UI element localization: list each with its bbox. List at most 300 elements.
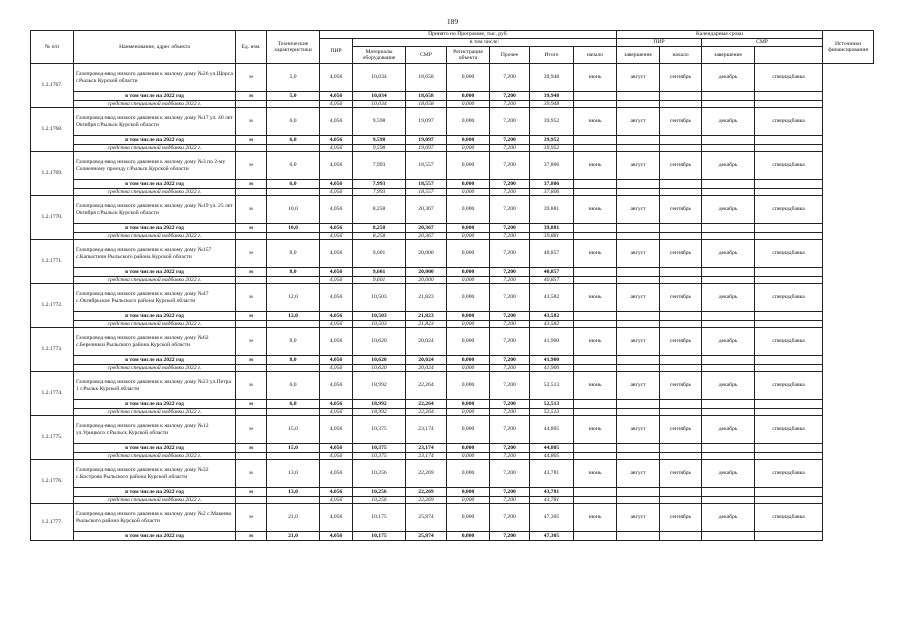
funds-pir: 4,056 bbox=[320, 188, 353, 196]
row-s2: сентябрь bbox=[660, 64, 702, 92]
row-s1: июнь bbox=[574, 152, 617, 180]
col-materials: Материалы оборудование bbox=[353, 47, 406, 64]
sub-mat: 9,598 bbox=[353, 136, 406, 145]
row-name: Газопровод-ввод низкого давления к жилому дому №3 по 2-му Солнечному проезду г.Рыльск Курской области bbox=[74, 152, 236, 180]
col-accepted: Принято по Программе, тыс. руб. bbox=[320, 31, 617, 39]
row-s2: сентябрь bbox=[660, 284, 702, 312]
row-mat: 10,256 bbox=[353, 460, 406, 488]
sub-empty bbox=[702, 488, 755, 497]
funds-empty bbox=[660, 144, 702, 152]
row-name: Газопровод-ввод низкого давления к жилому дому №32 с.Кострова Рыльского района Курской области bbox=[74, 460, 236, 488]
table-row-2022 bbox=[31, 400, 874, 409]
row-smr: 20,024 bbox=[406, 328, 447, 356]
row-number: 1.2.1775. bbox=[31, 416, 74, 460]
sub-mat: 7,993 bbox=[353, 180, 406, 189]
sub-reg: 0,000 bbox=[447, 356, 490, 365]
sub-empty bbox=[617, 532, 660, 541]
row-name: Газопровод-ввод низкого давления к жилому дому №157 с.Капыстичи Рыльского района Курской области bbox=[74, 240, 236, 268]
sub-empty bbox=[702, 356, 755, 365]
row-e1: август bbox=[617, 196, 660, 224]
row-mat: 10,175 bbox=[353, 504, 406, 532]
sub-other: 7,200 bbox=[490, 444, 530, 453]
table-row-funds bbox=[31, 408, 874, 416]
sub-tech: 8,0 bbox=[267, 268, 320, 277]
row-reg: 0,000 bbox=[447, 240, 490, 268]
funds-empty bbox=[267, 408, 320, 416]
row-s2: сентябрь bbox=[660, 416, 702, 444]
row-e2: декабрь bbox=[702, 64, 755, 92]
sub-reg: 0,000 bbox=[447, 444, 490, 453]
row-src: спецнадбавка bbox=[755, 108, 823, 136]
row-smr: 23,174 bbox=[406, 416, 447, 444]
row-total: 47,305 bbox=[530, 504, 574, 532]
row-tech: 8,0 bbox=[267, 240, 320, 268]
sub-empty bbox=[755, 268, 823, 277]
row-unit: м bbox=[236, 328, 267, 356]
sub-other: 7,200 bbox=[490, 180, 530, 189]
funds-label: средства специальной надбавки 2022 г. bbox=[74, 276, 236, 284]
sub-total: 37,806 bbox=[530, 180, 574, 189]
funds-other: 7,200 bbox=[490, 496, 530, 504]
sub-empty bbox=[574, 488, 617, 497]
row-s1: июнь bbox=[574, 416, 617, 444]
funds-empty bbox=[755, 276, 823, 284]
sub-empty bbox=[660, 532, 702, 541]
funds-empty bbox=[660, 320, 702, 328]
row-reg: 0,000 bbox=[447, 416, 490, 444]
row-src: спецнадбавка bbox=[755, 460, 823, 488]
sub-total: 40,857 bbox=[530, 268, 574, 277]
sub-mat: 10,620 bbox=[353, 356, 406, 365]
sub-other: 7,200 bbox=[490, 92, 530, 101]
funds-empty bbox=[236, 364, 267, 372]
sub-empty bbox=[755, 444, 823, 453]
funds-empty bbox=[236, 144, 267, 152]
col-unit: Ед. изм. bbox=[236, 31, 267, 64]
funds-empty bbox=[267, 496, 320, 504]
row-reg: 0,000 bbox=[447, 460, 490, 488]
funds-empty bbox=[702, 276, 755, 284]
sub-tech: 6,0 bbox=[267, 180, 320, 189]
funds-smr: 22,269 bbox=[406, 496, 447, 504]
row-s2: сентябрь bbox=[660, 240, 702, 268]
sub-label: в том числе на 2022 год bbox=[74, 92, 236, 101]
row-s1: июнь bbox=[574, 372, 617, 400]
sub-empty bbox=[702, 136, 755, 145]
sub-label: в том числе на 2022 год bbox=[74, 532, 236, 541]
row-s1: июнь bbox=[574, 504, 617, 532]
funds-label: средства специальной надбавки 2022 г. bbox=[74, 364, 236, 372]
funds-empty bbox=[702, 188, 755, 196]
row-name: Газопровод-ввод низкого давления к жилому дому №26 ул.Щорса г.Рыльск Курской области bbox=[74, 64, 236, 92]
funds-reg: 0,000 bbox=[447, 276, 490, 284]
row-s2: сентябрь bbox=[660, 460, 702, 488]
sub-empty bbox=[574, 400, 617, 409]
funds-empty bbox=[755, 232, 823, 240]
sub-unit: м bbox=[236, 136, 267, 145]
funds-total: 52,513 bbox=[530, 408, 574, 416]
sub-empty bbox=[755, 532, 823, 541]
row-total: 39,952 bbox=[530, 108, 574, 136]
funds-empty bbox=[267, 320, 320, 328]
sub-smr: 20,000 bbox=[406, 268, 447, 277]
sub-empty bbox=[660, 444, 702, 453]
funds-empty bbox=[755, 364, 823, 372]
sub-reg: 0,000 bbox=[447, 268, 490, 277]
sub-reg: 0,000 bbox=[447, 312, 490, 321]
sub-unit: м bbox=[236, 532, 267, 541]
funds-empty bbox=[702, 232, 755, 240]
row-pir: 4,056 bbox=[320, 196, 353, 224]
row-smr: 18,557 bbox=[406, 152, 447, 180]
sub-tech: 12,0 bbox=[267, 312, 320, 321]
row-mat: 9,601 bbox=[353, 240, 406, 268]
sub-empty bbox=[617, 180, 660, 189]
sub-empty bbox=[660, 136, 702, 145]
row-pir: 4,056 bbox=[320, 372, 353, 400]
funds-other: 7,200 bbox=[490, 276, 530, 284]
funds-empty bbox=[236, 188, 267, 196]
row-e1: август bbox=[617, 284, 660, 312]
row-name: Газопровод-ввод низкого давления к жилому дому №12 ул.Урицкого г.Рыльск Курской области bbox=[74, 416, 236, 444]
row-pir: 4,056 bbox=[320, 460, 353, 488]
row-total: 44,805 bbox=[530, 416, 574, 444]
funds-smr: 19,097 bbox=[406, 144, 447, 152]
row-other: 7,200 bbox=[490, 372, 530, 400]
sub-tech: 6,0 bbox=[267, 136, 320, 145]
sub-other: 7,200 bbox=[490, 488, 530, 497]
row-mat: 10,503 bbox=[353, 284, 406, 312]
row-unit: м bbox=[236, 240, 267, 268]
row-src: спецнадбавка bbox=[755, 328, 823, 356]
table-row-2022 bbox=[31, 532, 874, 541]
funds-label: средства специальной надбавки 2022 г. bbox=[74, 144, 236, 152]
sub-total: 44,805 bbox=[530, 444, 574, 453]
funds-total: 40,857 bbox=[530, 276, 574, 284]
funds-empty bbox=[574, 408, 617, 416]
row-number: 1.2.1772. bbox=[31, 284, 74, 328]
sub-mat: 10,375 bbox=[353, 444, 406, 453]
funds-reg: 0,000 bbox=[447, 232, 490, 240]
row-tech: 6,0 bbox=[267, 152, 320, 180]
row-name: Газопровод-ввод низкого давления к жилому дому №17 ул. 40 лет Октября г.Рыльск Курской области bbox=[74, 108, 236, 136]
sub-mat: 10,503 bbox=[353, 312, 406, 321]
row-e2: декабрь bbox=[702, 108, 755, 136]
row-e2: декабрь bbox=[702, 284, 755, 312]
table-row-2022 bbox=[31, 488, 874, 497]
row-number: 1.2.1768. bbox=[31, 108, 74, 152]
sub-tech: 5,0 bbox=[267, 92, 320, 101]
sub-empty bbox=[755, 224, 823, 233]
funds-empty bbox=[702, 320, 755, 328]
row-src: спецнадбавка bbox=[755, 196, 823, 224]
sub-unit: м bbox=[236, 488, 267, 497]
funds-empty bbox=[617, 144, 660, 152]
sub-other: 7,200 bbox=[490, 532, 530, 541]
funds-pir: 4,056 bbox=[320, 232, 353, 240]
funds-mat: 7,993 bbox=[353, 188, 406, 196]
row-pir: 4,056 bbox=[320, 284, 353, 312]
sub-pir: 4,056 bbox=[320, 92, 353, 101]
sub-label: в том числе на 2022 год bbox=[74, 356, 236, 365]
col-total: Итого bbox=[530, 47, 574, 64]
sub-empty bbox=[574, 356, 617, 365]
row-reg: 0,000 bbox=[447, 152, 490, 180]
row-tech: 12,0 bbox=[267, 284, 320, 312]
sub-total: 39,948 bbox=[530, 92, 574, 101]
sub-empty bbox=[660, 224, 702, 233]
funds-other: 7,200 bbox=[490, 232, 530, 240]
row-src: спецнадбавка bbox=[755, 504, 823, 532]
sub-label: в том числе на 2022 год bbox=[74, 312, 236, 321]
row-src: спецнадбавка bbox=[755, 416, 823, 444]
row-number: 1.2.1777. bbox=[31, 504, 74, 541]
sub-smr: 25,874 bbox=[406, 532, 447, 541]
funds-reg: 0,000 bbox=[447, 144, 490, 152]
row-mat: 7,993 bbox=[353, 152, 406, 180]
sub-unit: м bbox=[236, 92, 267, 101]
funds-empty bbox=[755, 144, 823, 152]
funds-label: средства специальной надбавки 2022 г. bbox=[74, 408, 236, 416]
row-reg: 0,000 bbox=[447, 284, 490, 312]
sub-reg: 0,000 bbox=[447, 180, 490, 189]
sub-unit: м bbox=[236, 444, 267, 453]
col-pir: ПИР bbox=[320, 39, 353, 64]
sub-mat: 8,258 bbox=[353, 224, 406, 233]
col-cal-pir: ПИР bbox=[617, 39, 702, 47]
funds-empty bbox=[660, 188, 702, 196]
sub-empty bbox=[660, 312, 702, 321]
row-unit: м bbox=[236, 64, 267, 92]
row-pir: 4,056 bbox=[320, 416, 353, 444]
sub-tech: 10,0 bbox=[267, 224, 320, 233]
funds-pir: 4,056 bbox=[320, 364, 353, 372]
col-registration: Регистрация объекта bbox=[447, 47, 490, 64]
funds-pir: 4,056 bbox=[320, 100, 353, 108]
sub-tech: 21,0 bbox=[267, 532, 320, 541]
row-s1: июнь bbox=[574, 284, 617, 312]
row-name: Газопровод-ввод низкого давления к жилому дому №2 с.Макеево Рыльского района Курской области bbox=[74, 504, 236, 532]
funds-empty bbox=[236, 100, 267, 108]
row-tech: 8,0 bbox=[267, 328, 320, 356]
funds-empty bbox=[617, 452, 660, 460]
sub-empty bbox=[755, 356, 823, 365]
row-e2: декабрь bbox=[702, 372, 755, 400]
funds-reg: 0,000 bbox=[447, 408, 490, 416]
sub-smr: 23,174 bbox=[406, 444, 447, 453]
row-tech: 6,0 bbox=[267, 108, 320, 136]
table-row bbox=[31, 152, 874, 180]
row-number: 1.2.1769. bbox=[31, 152, 74, 196]
funds-empty bbox=[574, 144, 617, 152]
sub-total: 43,781 bbox=[530, 488, 574, 497]
row-unit: м bbox=[236, 416, 267, 444]
row-number: 1.2.1776. bbox=[31, 460, 74, 504]
funds-empty bbox=[702, 452, 755, 460]
row-tech: 13,0 bbox=[267, 460, 320, 488]
sub-mat: 10,175 bbox=[353, 532, 406, 541]
funds-empty bbox=[755, 100, 823, 108]
funds-smr: 18,557 bbox=[406, 188, 447, 196]
funds-pir: 4,056 bbox=[320, 408, 353, 416]
row-e1: август bbox=[617, 416, 660, 444]
funds-label: средства специальной надбавки 2022 г. bbox=[74, 320, 236, 328]
row-name: Газопровод-ввод низкого давления к жилому дому №62 с.Березники Рыльского района Курской области bbox=[74, 328, 236, 356]
funds-other: 7,200 bbox=[490, 320, 530, 328]
funds-reg: 0,000 bbox=[447, 452, 490, 460]
row-e2: декабрь bbox=[702, 240, 755, 268]
sub-empty bbox=[574, 180, 617, 189]
funds-empty bbox=[574, 496, 617, 504]
table-row-2022 bbox=[31, 136, 874, 145]
funds-empty bbox=[574, 100, 617, 108]
sub-unit: м bbox=[236, 312, 267, 321]
funds-empty bbox=[267, 100, 320, 108]
table-row bbox=[31, 196, 874, 224]
funds-empty bbox=[755, 188, 823, 196]
col-start: начало bbox=[574, 47, 617, 64]
funds-other: 7,200 bbox=[490, 188, 530, 196]
funds-label: средства специальной надбавки 2022 г. bbox=[74, 100, 236, 108]
sub-unit: м bbox=[236, 356, 267, 365]
row-tech: 21,0 bbox=[267, 504, 320, 532]
sub-empty bbox=[574, 92, 617, 101]
row-pir: 4,056 bbox=[320, 64, 353, 92]
funds-empty bbox=[267, 232, 320, 240]
row-src: спецнадбавка bbox=[755, 372, 823, 400]
sub-pir: 4,056 bbox=[320, 400, 353, 409]
sub-empty bbox=[755, 180, 823, 189]
row-s1: июнь bbox=[574, 460, 617, 488]
funds-total: 44,805 bbox=[530, 452, 574, 460]
col-num: № п/п bbox=[31, 31, 74, 64]
funds-empty bbox=[660, 408, 702, 416]
row-pir: 4,056 bbox=[320, 108, 353, 136]
row-smr: 18,658 bbox=[406, 64, 447, 92]
col-end2: завершение bbox=[702, 47, 755, 64]
funds-label: средства специальной надбавки 2022 г. bbox=[74, 232, 236, 240]
funds-mat: 10,256 bbox=[353, 496, 406, 504]
funds-reg: 0,000 bbox=[447, 320, 490, 328]
sub-total: 43,582 bbox=[530, 312, 574, 321]
row-src: спецнадбавка bbox=[755, 284, 823, 312]
row-mat: 10,034 bbox=[353, 64, 406, 92]
table-body bbox=[31, 64, 874, 541]
sub-other: 7,200 bbox=[490, 356, 530, 365]
funds-other: 7,200 bbox=[490, 364, 530, 372]
row-unit: м bbox=[236, 372, 267, 400]
row-mat: 9,598 bbox=[353, 108, 406, 136]
sub-other: 7,200 bbox=[490, 268, 530, 277]
row-number: 1.2.1774. bbox=[31, 372, 74, 416]
funds-pir: 4,056 bbox=[320, 496, 353, 504]
row-s1: июнь bbox=[574, 196, 617, 224]
funds-empty bbox=[702, 496, 755, 504]
row-name: Газопровод-ввод низкого давления к жилому дому №47 с.Октябрьское Рыльского района Курской области bbox=[74, 284, 236, 312]
sub-empty bbox=[660, 180, 702, 189]
funds-empty bbox=[267, 188, 320, 196]
col-tech: Технические характеристики bbox=[267, 31, 320, 64]
row-total: 52,513 bbox=[530, 372, 574, 400]
funds-label: средства специальной надбавки 2022 г. bbox=[74, 188, 236, 196]
row-total: 39,881 bbox=[530, 196, 574, 224]
funds-empty bbox=[574, 364, 617, 372]
sub-unit: м bbox=[236, 400, 267, 409]
sub-pir: 4,056 bbox=[320, 488, 353, 497]
col-smr: СМР bbox=[406, 47, 447, 64]
sub-pir: 4,056 bbox=[320, 180, 353, 189]
table-row-2022 bbox=[31, 224, 874, 233]
funds-empty bbox=[236, 496, 267, 504]
funds-empty bbox=[617, 364, 660, 372]
row-unit: м bbox=[236, 108, 267, 136]
sub-total: 41,900 bbox=[530, 356, 574, 365]
sub-empty bbox=[617, 224, 660, 233]
row-number: 1.2.1771. bbox=[31, 240, 74, 284]
sub-empty bbox=[574, 136, 617, 145]
table-row bbox=[31, 504, 874, 532]
sub-reg: 0,000 bbox=[447, 488, 490, 497]
row-total: 39,948 bbox=[530, 64, 574, 92]
row-unit: м bbox=[236, 196, 267, 224]
sub-total: 39,952 bbox=[530, 136, 574, 145]
table-row-2022 bbox=[31, 312, 874, 321]
sub-label: в том числе на 2022 год bbox=[74, 180, 236, 189]
sub-empty bbox=[755, 488, 823, 497]
funds-reg: 0,000 bbox=[447, 364, 490, 372]
sub-tech: 6,0 bbox=[267, 400, 320, 409]
funds-empty bbox=[617, 232, 660, 240]
funds-empty bbox=[660, 496, 702, 504]
funds-empty bbox=[660, 276, 702, 284]
row-pir: 4,056 bbox=[320, 152, 353, 180]
sub-pir: 4,056 bbox=[320, 224, 353, 233]
funds-total: 39,952 bbox=[530, 144, 574, 152]
table-row bbox=[31, 284, 874, 312]
row-unit: м bbox=[236, 460, 267, 488]
sub-unit: м bbox=[236, 224, 267, 233]
funds-empty bbox=[755, 496, 823, 504]
table-row bbox=[31, 416, 874, 444]
sub-empty bbox=[702, 224, 755, 233]
row-smr: 19,097 bbox=[406, 108, 447, 136]
row-number: 1.2.1767. bbox=[31, 64, 74, 108]
funds-empty bbox=[755, 320, 823, 328]
row-other: 7,200 bbox=[490, 64, 530, 92]
sub-empty bbox=[755, 92, 823, 101]
row-e2: декабрь bbox=[702, 328, 755, 356]
sub-mat: 18,992 bbox=[353, 400, 406, 409]
row-mat: 18,992 bbox=[353, 372, 406, 400]
funds-empty bbox=[660, 232, 702, 240]
funds-empty bbox=[660, 452, 702, 460]
sub-empty bbox=[660, 400, 702, 409]
table-row-2022 bbox=[31, 356, 874, 365]
sub-empty bbox=[617, 444, 660, 453]
row-e2: декабрь bbox=[702, 460, 755, 488]
funds-smr: 20,367 bbox=[406, 232, 447, 240]
sub-empty bbox=[702, 180, 755, 189]
row-other: 7,200 bbox=[490, 152, 530, 180]
funds-empty bbox=[660, 100, 702, 108]
funds-mat: 10,034 bbox=[353, 100, 406, 108]
col-cal-smr: СМР bbox=[702, 39, 823, 47]
funds-empty bbox=[574, 276, 617, 284]
sub-mat: 10,256 bbox=[353, 488, 406, 497]
sub-empty bbox=[574, 224, 617, 233]
row-e1: август bbox=[617, 460, 660, 488]
sub-pir: 4,056 bbox=[320, 312, 353, 321]
